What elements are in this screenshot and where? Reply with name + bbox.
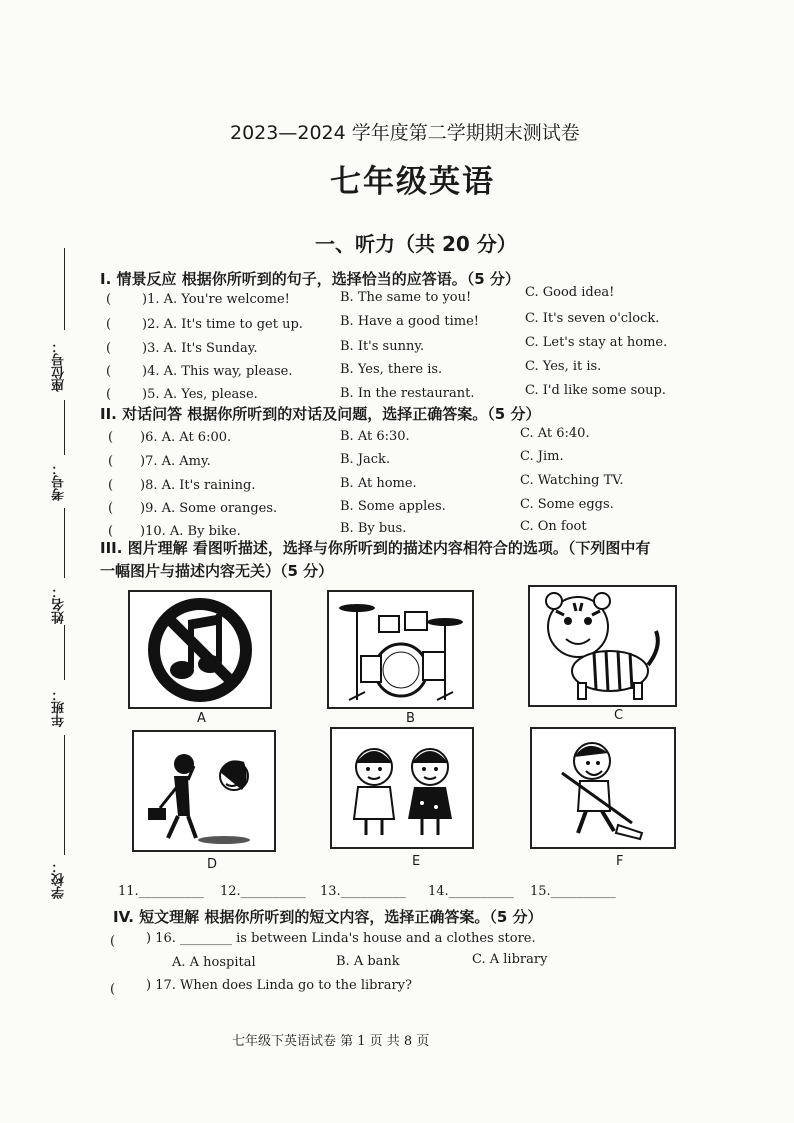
question-17: ) 17. When does Linda go to the library?	[146, 978, 412, 993]
question-10: )10. A. By bike.	[140, 524, 241, 539]
answer-blank-11[interactable]: 11.__________	[118, 884, 204, 899]
question-16: ) 16. ________ is between Linda's house and a clothes store.	[146, 931, 536, 946]
answer-paren[interactable]: (	[106, 364, 112, 379]
school-label: 学校：	[52, 860, 67, 899]
exam-year-title: 2023—2024 学年度第二学期期末测试卷	[230, 122, 580, 144]
option-8b: B. At home.	[340, 476, 417, 491]
option-4b: B. Yes, there is.	[340, 362, 443, 377]
picture-e-two-kids	[330, 727, 474, 849]
option-6b: B. At 6:30.	[340, 429, 410, 444]
binding-line	[64, 400, 65, 455]
part2-heading: II. 对话问答 根据你所听到的对话及问题，选择正确答案。（5 分）	[100, 405, 541, 423]
picture-a-no-music	[128, 590, 272, 709]
binding-line	[64, 625, 65, 680]
answer-paren[interactable]: (	[110, 982, 116, 997]
exam-number-label: 考号：	[52, 462, 67, 501]
option-2c: C. It's seven o'clock.	[525, 311, 660, 326]
option-5b: B. In the restaurant.	[340, 386, 475, 401]
question-2: )2. A. It's time to get up.	[142, 317, 303, 332]
question-7: )7. A. Amy.	[140, 454, 211, 469]
option-2b: B. Have a good time!	[340, 314, 480, 329]
answer-paren[interactable]: (	[108, 454, 114, 469]
part4-heading: IV. 短文理解 根据你所听到的短文内容，选择正确答案。（5 分）	[113, 908, 543, 926]
section-listening-title: 一、听力（共 20 分）	[315, 232, 517, 256]
option-16c: C. A library	[472, 952, 548, 967]
answer-blank-12[interactable]: 12.__________	[220, 884, 306, 899]
binding-line	[64, 248, 65, 330]
picture-b-drum-set	[327, 590, 474, 709]
option-5c: C. I'd like some soup.	[525, 383, 666, 398]
answer-paren[interactable]: (	[108, 501, 114, 516]
option-1c: C. Good idea!	[525, 285, 615, 300]
picture-d-phone-call	[132, 730, 276, 852]
option-16b: B. A bank	[336, 954, 400, 969]
answer-paren[interactable]: (	[108, 430, 114, 445]
picture-b-label: B	[406, 711, 415, 726]
binding-line	[64, 508, 65, 578]
answer-paren[interactable]: (	[106, 292, 112, 307]
answer-paren[interactable]: (	[108, 524, 114, 539]
option-7c: C. Jim.	[520, 449, 564, 464]
option-7b: B. Jack.	[340, 452, 391, 467]
answer-blank-15[interactable]: 15.__________	[530, 884, 616, 899]
seat-number-label: 座位号：	[52, 340, 67, 392]
option-6c: C. At 6:40.	[520, 426, 590, 441]
question-3: )3. A. It's Sunday.	[142, 341, 258, 356]
question-1: )1. A. You're welcome!	[142, 292, 290, 307]
option-16a: A. A hospital	[172, 955, 256, 970]
question-8: )8. A. It's raining.	[140, 478, 256, 493]
question-9: )9. A. Some oranges.	[140, 501, 278, 516]
class-label: 年班：	[52, 688, 67, 727]
option-10c: C. On foot	[520, 519, 587, 534]
answer-paren[interactable]: (	[106, 341, 112, 356]
question-6: )6. A. At 6:00.	[140, 430, 232, 445]
picture-c-tiger	[528, 585, 677, 707]
option-4c: C. Yes, it is.	[525, 359, 602, 374]
part3-heading-line2: 一幅图片与描述内容无关）（5 分）	[100, 562, 334, 580]
answer-paren[interactable]: (	[108, 478, 114, 493]
answer-paren[interactable]: (	[106, 387, 112, 402]
answer-blank-14[interactable]: 14.__________	[428, 884, 514, 899]
option-8c: C. Watching TV.	[520, 473, 624, 488]
part1-heading: I. 情景反应 根据你所听到的句子，选择恰当的应答语。（5 分）	[100, 270, 520, 288]
option-1b: B. The same to you!	[340, 290, 472, 305]
question-4: )4. A. This way, please.	[142, 364, 293, 379]
picture-f-boy-running	[530, 727, 676, 849]
picture-f-label: F	[616, 854, 624, 869]
option-9b: B. Some apples.	[340, 499, 446, 514]
picture-d-label: D	[207, 857, 218, 872]
subject-title: 七年级英语	[330, 164, 495, 200]
picture-c-label: C	[614, 708, 624, 723]
binding-line	[64, 735, 65, 855]
part3-heading-line1: III. 图片理解 看图听描述，选择与你所听到的描述内容相符合的选项。（下列图中有	[100, 539, 651, 557]
picture-e-label: E	[412, 854, 421, 869]
option-3b: B. It's sunny.	[340, 339, 425, 354]
page-footer: 七年级下英语试卷 第 1 页 共 8 页	[232, 1034, 430, 1049]
option-3c: C. Let's stay at home.	[525, 335, 668, 350]
answer-paren[interactable]: (	[110, 934, 116, 949]
question-5: )5. A. Yes, please.	[142, 387, 258, 402]
picture-a-label: A	[197, 711, 206, 726]
name-label: 姓名：	[52, 585, 67, 624]
answer-blank-13[interactable]: 13.__________	[320, 884, 406, 899]
option-10b: B. By bus.	[340, 521, 407, 536]
answer-paren[interactable]: (	[106, 317, 112, 332]
option-9c: C. Some eggs.	[520, 497, 614, 512]
